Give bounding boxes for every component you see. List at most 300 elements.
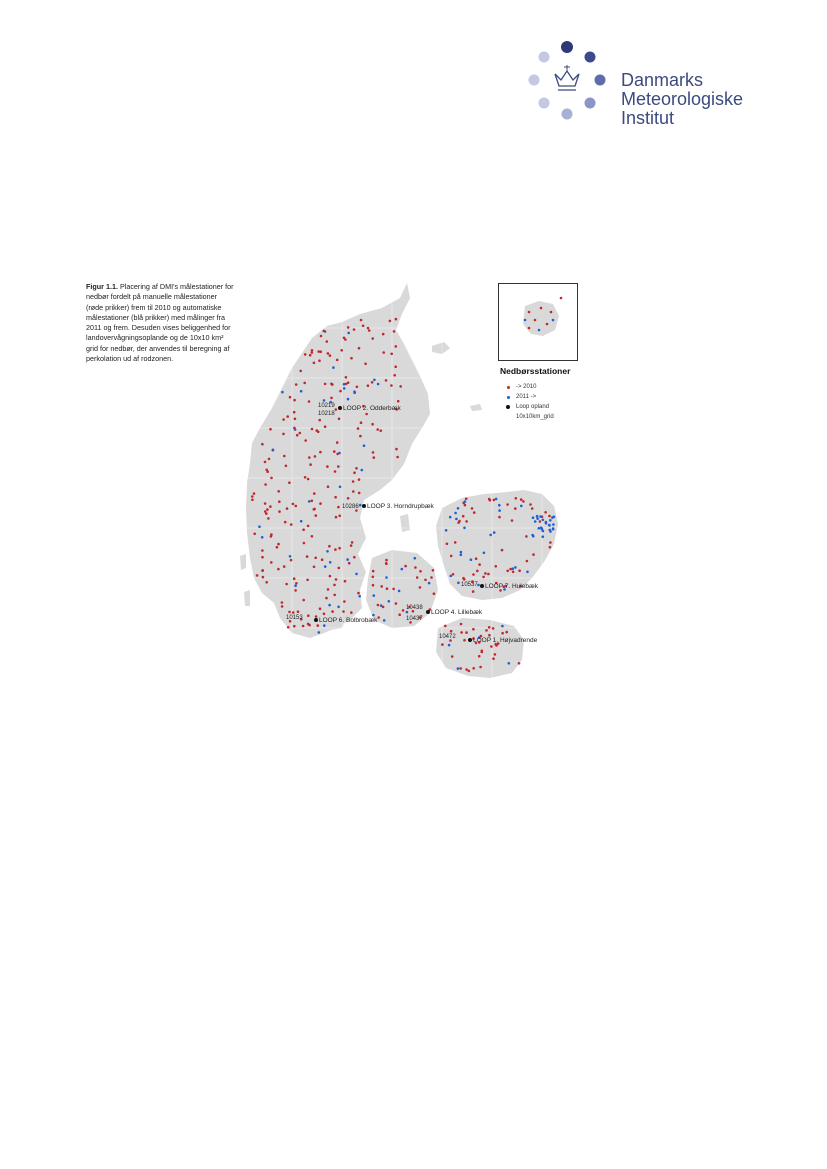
manual-station-dot [253, 492, 256, 495]
west-islands-landmass [240, 554, 250, 606]
manual-station-dot [327, 352, 330, 355]
manual-station-dot [292, 611, 295, 614]
automatic-station-dot [347, 332, 350, 335]
manual-station-dot [335, 516, 338, 519]
manual-station-dot [505, 631, 508, 634]
manual-station-dot [371, 423, 374, 426]
manual-station-dot [465, 668, 468, 671]
manual-station-dot [267, 517, 270, 520]
manual-station-dot [468, 670, 471, 673]
manual-station-dot [518, 569, 521, 572]
manual-station-dot [385, 559, 388, 562]
automatic-station-dot [457, 582, 460, 585]
dmi-crown-icon [524, 38, 614, 128]
manual-station-dot [372, 584, 375, 587]
manual-station-dot [549, 541, 552, 544]
automatic-station-dot [538, 527, 541, 530]
manual-station-dot [304, 353, 307, 356]
automatic-station-dot [355, 573, 358, 576]
manual-station-dot [351, 541, 354, 544]
manual-station-dot [465, 497, 468, 500]
manual-station-dot [313, 508, 316, 511]
manual-station-dot [269, 428, 272, 431]
automatic-station-dot [501, 625, 504, 628]
manual-station-dot [261, 549, 264, 552]
manual-station-dot [302, 528, 305, 531]
manual-station-dot [446, 543, 449, 546]
automatic-station-dot [514, 566, 517, 569]
loop-marker-bolbrobaek [314, 618, 318, 622]
manual-station-dot [289, 396, 292, 399]
manual-station-dot [355, 467, 358, 470]
manual-station-dot [494, 653, 497, 656]
manual-station-dot [377, 604, 380, 607]
manual-station-dot [333, 594, 336, 597]
manual-station-dot [303, 542, 306, 545]
automatic-station-dot [489, 534, 492, 537]
manual-station-dot [319, 451, 322, 454]
legend-label: 10x10km_grid [516, 414, 554, 420]
automatic-station-dot [324, 565, 327, 568]
manual-station-dot [460, 631, 463, 634]
manual-station-dot [464, 504, 467, 507]
manual-station-dot [501, 632, 504, 635]
manual-station-dot [327, 485, 330, 488]
automatic-station-dot [526, 571, 529, 574]
manual-station-dot [339, 390, 342, 393]
manual-station-dot [334, 496, 337, 499]
automatic-station-dot [542, 535, 545, 538]
manual-station-dot [362, 325, 365, 328]
manual-station-dot [290, 523, 293, 526]
manual-station-dot [539, 520, 542, 523]
manual-station-dot [313, 566, 316, 569]
legend-label: -> 2010 [516, 384, 537, 390]
manual-station-dot [352, 480, 355, 483]
automatic-station-dot [414, 557, 417, 560]
manual-station-dot [515, 497, 518, 500]
manual-station-dot [390, 353, 393, 356]
manual-station-dot [302, 625, 305, 628]
manual-station-dot [367, 384, 370, 387]
automatic-station-dot [532, 516, 535, 519]
automatic-station-dot [539, 515, 542, 518]
automatic-station-dot [328, 604, 331, 607]
manual-station-dot [324, 383, 327, 386]
manual-station-dot [462, 515, 465, 518]
automatic-station-dot [532, 535, 535, 538]
manual-station-dot [358, 492, 361, 495]
automatic-station-dot [377, 383, 380, 386]
manual-station-dot [385, 379, 388, 382]
automatic-station-dot [457, 507, 460, 510]
manual-station-dot [529, 503, 532, 506]
label-10437: 10437 [406, 616, 423, 622]
manual-station-dot [356, 386, 359, 389]
manual-station-dot [392, 588, 395, 591]
manual-station-dot [314, 455, 317, 458]
manual-station-dot [416, 576, 419, 579]
manual-station-dot [506, 570, 509, 573]
manual-station-dot [295, 383, 298, 386]
automatic-station-dot [498, 504, 501, 507]
automatic-station-dot [508, 662, 511, 665]
manual-station-dot [307, 623, 310, 626]
automatic-station-dot [323, 624, 326, 627]
manual-station-dot [395, 318, 398, 321]
manual-station-dot [311, 500, 314, 503]
bornholm-map [499, 284, 577, 360]
logo-line-2: Meteorologiske [621, 89, 744, 109]
manual-station-dot [277, 543, 280, 546]
automatic-station-dot [464, 500, 467, 503]
manual-station-dot [471, 507, 474, 510]
automatic-station-dot [300, 520, 303, 523]
manual-station-dot [441, 643, 444, 646]
manual-station-dot [484, 572, 487, 575]
manual-station-dot [315, 514, 318, 517]
manual-station-dot [282, 433, 285, 436]
label-10219: 10219 [318, 403, 335, 409]
label-10153: 10153 [286, 615, 303, 621]
lolland-falster-landmass [436, 618, 524, 678]
manual-station-dot [482, 576, 485, 579]
dmi-wordmark [621, 71, 743, 128]
manual-station-dot [402, 609, 405, 612]
automatic-station-dot [545, 521, 548, 524]
manual-station-dot [350, 611, 353, 614]
automatic-station-dot [463, 527, 466, 530]
manual-station-dot [333, 584, 336, 587]
manual-station-dot [283, 455, 286, 458]
automatic-station-dot [455, 518, 458, 521]
automatic-station-dot [346, 558, 349, 561]
manual-station-dot [281, 601, 284, 604]
manual-station-dot [344, 338, 347, 341]
manual-station-dot [352, 490, 355, 493]
manual-station-dot [367, 327, 370, 330]
manual-station-dot [293, 399, 296, 402]
manual-station-dot [287, 626, 290, 629]
manual-station-dot [319, 350, 322, 353]
loop-marker-lillebaek [426, 610, 430, 614]
manual-station-dot [268, 458, 271, 461]
manual-station-dot [395, 602, 398, 605]
manual-station-dot [338, 418, 341, 421]
manual-station-dot [360, 319, 363, 322]
manual-station-dot [350, 357, 353, 360]
manual-station-dot [329, 575, 332, 578]
manual-station-dot [277, 490, 280, 493]
automatic-station-dot [372, 614, 375, 617]
automatic-station-dot [353, 390, 356, 393]
manual-station-dot [457, 521, 460, 524]
loop-marker-odderbaek [338, 406, 342, 410]
manual-station-dot [253, 533, 256, 536]
manual-station-dot [472, 628, 475, 631]
logo-line-3: Institut [621, 108, 675, 128]
automatic-station-dot [281, 391, 284, 394]
manual-station-dot [371, 337, 374, 340]
manual-station-dot [264, 483, 267, 486]
label-hulebaek: LOOP 7. Hulebæk [485, 583, 538, 590]
automatic-station-dot [520, 505, 523, 508]
automatic-station-dot [460, 551, 463, 554]
manual-station-dot [270, 561, 273, 564]
manual-station-dot [478, 563, 481, 566]
manual-station-dot [371, 381, 374, 384]
automatic-station-dot [548, 524, 551, 527]
manual-station-dot [518, 662, 521, 665]
manual-station-dot [373, 456, 376, 459]
label-10537: 10537 [461, 582, 478, 588]
automatic-station-dot [454, 512, 457, 515]
manual-station-dot [433, 592, 436, 595]
automatic-station-dot [359, 504, 362, 507]
manual-station-dot [311, 428, 314, 431]
manual-station-dot [270, 477, 273, 480]
manual-station-dot [393, 374, 396, 377]
automatic-station-dot [261, 536, 264, 539]
manual-station-dot [368, 329, 371, 332]
automatic-station-dot [332, 366, 335, 369]
manual-station-dot [465, 631, 468, 634]
legend-label: Loop opland [516, 404, 550, 410]
manual-station-dot [345, 376, 348, 379]
automatic-station-dot [549, 519, 552, 522]
manual-station-dot [331, 383, 334, 386]
manual-station-dot [266, 508, 269, 511]
manual-station-dot [347, 381, 350, 384]
automatic-station-dot [406, 611, 409, 614]
label-hojvadrende: LOOP 1. Højvadrende [473, 637, 538, 644]
manual-station-dot [357, 592, 360, 595]
manual-station-dot [522, 500, 525, 503]
manual-station-dot [465, 520, 468, 523]
manual-station-dot [525, 535, 528, 538]
manual-station-dot [353, 556, 356, 559]
automatic-station-dot [536, 517, 539, 520]
manual-station-dot [509, 568, 512, 571]
automatic-station-dot [449, 516, 452, 519]
automatic-station-dot [347, 398, 350, 401]
manual-station-dot [311, 349, 314, 352]
manual-station-dot [475, 557, 478, 560]
legend-item-manual [500, 382, 610, 392]
manual-station-dot [276, 546, 279, 549]
manual-station-dot [262, 569, 265, 572]
manual-station-dot [382, 351, 385, 354]
manual-station-dot [336, 441, 339, 444]
logo-line-1: Danmarks [621, 70, 704, 90]
figure-caption [86, 282, 236, 364]
manual-station-dot [399, 385, 402, 388]
bornholm-inset [498, 283, 578, 361]
manual-station-dot [479, 666, 482, 669]
manual-station-dot [397, 400, 400, 403]
manual-station-dot [463, 578, 466, 581]
manual-station-dot [376, 428, 379, 431]
manual-station-dot [288, 611, 291, 614]
manual-station-dot [492, 657, 495, 660]
automatic-station-dot [460, 554, 463, 557]
automatic-station-dot [398, 590, 401, 593]
automatic-station-dot [338, 452, 341, 455]
manual-station-dot [308, 456, 311, 459]
automatic-station-dot [339, 486, 342, 489]
manual-station-dot [309, 463, 312, 466]
manual-station-dot [285, 583, 288, 586]
manual-station-dot [390, 384, 393, 387]
automatic-station-dot [385, 576, 388, 579]
manual-station-dot [270, 533, 273, 536]
automatic-station-dot [470, 558, 473, 561]
manual-station-dot [360, 421, 363, 424]
manual-station-dot [316, 429, 319, 432]
manual-station-dot [347, 497, 350, 500]
manual-station-dot [306, 555, 309, 558]
manual-station-dot [450, 630, 453, 633]
manual-station-dot [269, 505, 272, 508]
automatic-station-dot [552, 523, 555, 526]
manual-station-dot [329, 354, 332, 357]
manual-station-dot [372, 570, 375, 573]
manual-station-dot [514, 507, 517, 510]
loop-marker-horndrupbaek [362, 504, 366, 508]
caption-text: Placering af DMI's målestationer for nedbør fordelt på manuelle målestationer (røde prikker) frem til 2010 og automatiske målestationer (blå prikker) med målinger fra 2011 og frem. Desuden vises beliggenhed for landovervågningsoplande og de 10x10 km² grid for nedbør, der anvendes til beregning af perkolation ud af rodzonen. [86, 282, 234, 364]
manual-station-dot [419, 586, 422, 589]
manual-station-dot [293, 411, 296, 414]
manual-station-dot [430, 576, 433, 579]
automatic-station-dot [308, 500, 311, 503]
manual-station-dot [286, 415, 289, 418]
manual-station-dot [283, 565, 286, 568]
legend-title: Nedbørsstationer [500, 366, 571, 376]
manual-station-dot [307, 614, 310, 617]
manual-station-dot [393, 330, 396, 333]
manual-station-dot [277, 568, 280, 571]
manual-station-dot [490, 645, 493, 648]
automatic-station-dot [493, 531, 496, 534]
manual-station-dot [326, 465, 329, 468]
manual-station-dot [389, 320, 392, 323]
manual-station-dot [302, 599, 305, 602]
manual-station-dot [293, 625, 296, 628]
manual-station-dot [278, 510, 281, 513]
manual-station-dot-icon [507, 386, 510, 389]
manual-station-dot [331, 610, 334, 613]
manual-station-dot [343, 600, 346, 603]
automatic-station-dot [326, 550, 329, 553]
manual-station-dot [347, 326, 350, 329]
manual-station-dot [395, 448, 398, 451]
manual-station-dot [396, 456, 399, 459]
caption-label: Figur 1.1. [86, 282, 118, 291]
map-legend [500, 366, 610, 422]
manual-station-dot [512, 571, 515, 574]
manual-station-dot [472, 573, 475, 576]
manual-station-dot [487, 573, 490, 576]
manual-station-dot [476, 570, 479, 573]
manual-station-dot [320, 335, 323, 338]
automatic-station-dot [495, 498, 498, 501]
manual-station-dot [296, 434, 299, 437]
manual-station-dot [261, 443, 264, 446]
manual-station-dot [278, 500, 281, 503]
anholt-landmass [470, 404, 482, 411]
manual-station-dot [315, 615, 318, 618]
manual-station-dot [501, 549, 504, 552]
manual-station-dot [318, 419, 321, 422]
manual-station-dot [264, 461, 267, 464]
manual-station-dot [385, 562, 388, 565]
manual-station-dot [324, 425, 327, 428]
manual-station-dot [452, 573, 455, 576]
manual-station-dot [251, 499, 254, 502]
automatic-station-dot [388, 600, 391, 603]
manual-station-dot [386, 587, 389, 590]
manual-station-dot [348, 562, 351, 565]
manual-station-dot [327, 588, 330, 591]
manual-station-dot [262, 576, 265, 579]
manual-station-dot [325, 597, 328, 600]
loop-marker-hulebaek [480, 584, 484, 588]
manual-station-dot [319, 607, 322, 610]
manual-station-dot [299, 370, 302, 373]
legend-item-loop [500, 402, 610, 412]
manual-station-dot [520, 498, 523, 501]
manual-station-dot [265, 581, 268, 584]
automatic-station-dot [361, 469, 364, 472]
automatic-station-dot [457, 667, 460, 670]
manual-station-dot [454, 541, 457, 544]
automatic-station-dot [483, 552, 486, 555]
manual-station-dot [304, 439, 307, 442]
manual-station-dot [338, 567, 341, 570]
manual-station-dot [364, 363, 367, 366]
manual-station-dot [492, 627, 495, 630]
manual-station-dot [311, 535, 314, 538]
manual-station-dot [317, 624, 320, 627]
dmi-logo [524, 38, 764, 138]
manual-station-dot [450, 555, 453, 558]
manual-station-dot [328, 545, 331, 548]
manual-station-dot [342, 610, 345, 613]
manual-station-dot [489, 499, 492, 502]
automatic-station-dot [358, 595, 361, 598]
manual-station-dot [326, 340, 329, 343]
manual-station-dot [544, 511, 547, 514]
manual-station-dot [304, 476, 307, 479]
manual-station-dot [460, 623, 463, 626]
manual-station-dot [350, 544, 353, 547]
manual-station-dot [264, 510, 267, 513]
manual-station-dot [488, 626, 491, 629]
manual-station-dot [295, 505, 298, 508]
manual-station-dot [419, 570, 422, 573]
automatic-station-dot [551, 516, 554, 519]
manual-station-dot [338, 515, 341, 518]
manual-station-dot [323, 613, 326, 616]
manual-station-dot [313, 492, 316, 495]
manual-station-dot [251, 495, 254, 498]
manual-station-dot [294, 418, 297, 421]
manual-station-dot [307, 478, 310, 481]
manual-station-dot [495, 565, 498, 568]
manual-station-dot [353, 471, 356, 474]
manual-station-dot [344, 580, 347, 583]
manual-station-dot [398, 613, 401, 616]
